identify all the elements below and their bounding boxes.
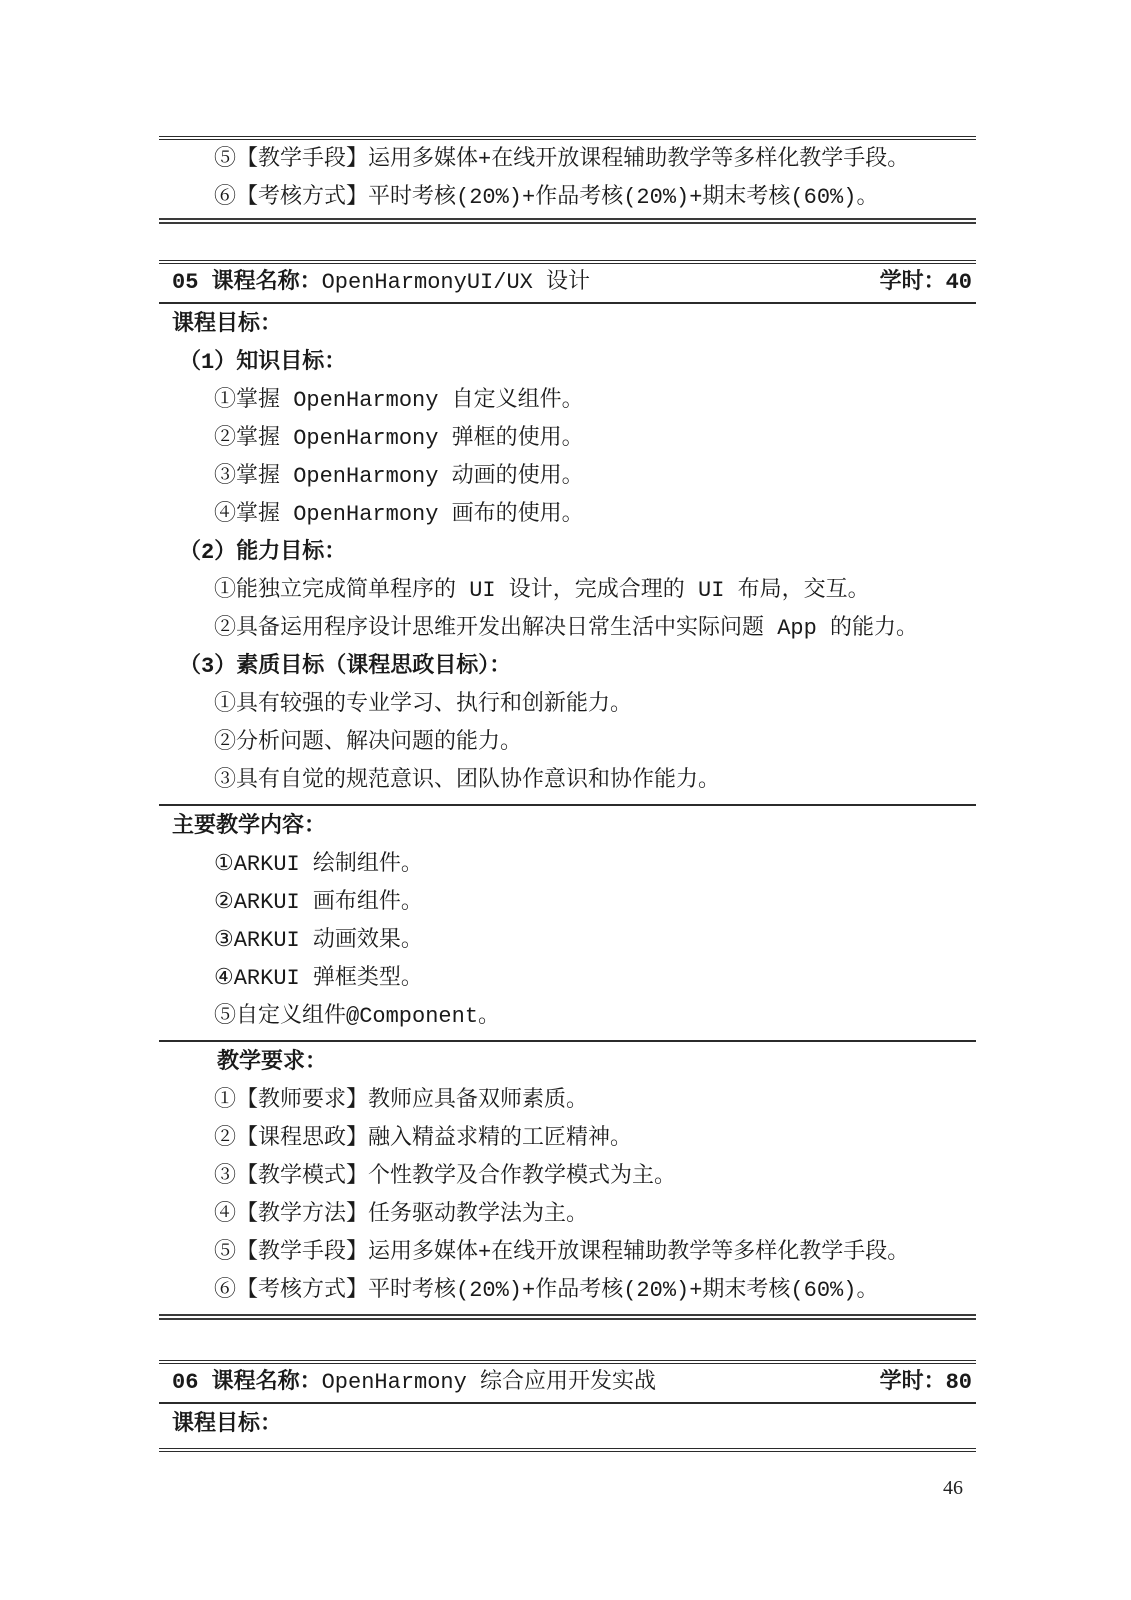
course-06-hours: 学时：80 [879, 1370, 972, 1395]
content-item: ③ARKUI 动画效果。 [214, 928, 423, 953]
ability-goal-item: ②具备运用程序设计思维开发出解决日常生活中实际问题 App 的能力。 [214, 616, 919, 641]
requirement-item: ⑤【教学手段】运用多媒体+在线开放课程辅助教学等多样化教学手段。 [214, 1240, 910, 1265]
course-06-title-value: OpenHarmony 综合应用开发实战 [321, 1370, 657, 1395]
ability-goals-heading: （2）能力目标： [179, 540, 347, 565]
table-course-05 [159, 260, 976, 1320]
requirements-heading: 教学要求： [217, 1050, 328, 1075]
quality-goal-item: ①具有较强的专业学习、执行和创新能力。 [214, 692, 633, 717]
course-05-title-label: 05 课程名称： [172, 270, 322, 295]
course-05-main-content [159, 806, 976, 1040]
document-content [159, 0, 976, 1452]
knowledge-goal-item: ④掌握 OpenHarmony 画布的使用。 [214, 502, 584, 527]
course-06-title [172, 1364, 656, 1402]
course-06-title-label: 06 课程名称： [172, 1370, 322, 1395]
requirement-item: ⑥【考核方式】平时考核(20%)+作品考核(20%)+期末考核(60%)。 [214, 1278, 879, 1303]
content-item: ②ARKUI 画布组件。 [214, 890, 423, 915]
content-item: ①ARKUI 绘制组件。 [214, 852, 423, 877]
course-06-objectives [159, 1404, 976, 1448]
quality-goals-heading: （3）素质目标（课程思政目标）： [179, 654, 512, 679]
knowledge-goals-heading: （1）知识目标： [179, 350, 347, 375]
objectives-heading: 课程目标： [172, 1412, 283, 1437]
objectives-heading: 课程目标： [172, 312, 283, 337]
table-course-06 [159, 1360, 976, 1452]
course-05-title [172, 264, 590, 302]
requirement-item: ②【课程思政】融入精益求精的工匠精神。 [214, 1126, 633, 1151]
course-06-header [159, 1364, 976, 1402]
requirement-item: ④【教学方法】任务驱动教学法为主。 [214, 1202, 589, 1227]
knowledge-goal-item: ③掌握 OpenHarmony 动画的使用。 [214, 464, 584, 489]
course-05-header [159, 264, 976, 302]
page-number: 46 [943, 1477, 963, 1499]
requirement-item: ①【教师要求】教师应具备双师素质。 [214, 1088, 589, 1113]
course-05-hours: 学时：40 [879, 270, 972, 295]
content-item: ⑤自定义组件@Component。 [214, 1004, 501, 1029]
assessment-item: ⑥【考核方式】平时考核(20%)+作品考核(20%)+期末考核(60%)。 [214, 185, 879, 210]
quality-goal-item: ③具有自觉的规范意识、团队协作意识和协作能力。 [214, 768, 721, 793]
course-05-title-value: OpenHarmonyUI/UX 设计 [321, 270, 591, 295]
course-05-requirements [159, 1042, 976, 1314]
course-05-objectives [159, 304, 976, 804]
main-content-heading: 主要教学内容： [172, 814, 327, 839]
quality-goal-item: ②分析问题、解决问题的能力。 [214, 730, 523, 755]
teaching-means-item: ⑤【教学手段】运用多媒体+在线开放课程辅助教学等多样化教学手段。 [214, 147, 910, 172]
knowledge-goal-item: ①掌握 OpenHarmony 自定义组件。 [214, 388, 584, 413]
ability-goal-item: ①能独立完成简单程序的 UI 设计，完成合理的 UI 布局，交互。 [214, 578, 870, 603]
table-fragment-previous-course [159, 136, 976, 224]
requirement-item: ③【教学模式】个性教学及合作教学模式为主。 [214, 1164, 677, 1189]
content-item: ④ARKUI 弹框类型。 [214, 966, 423, 991]
knowledge-goal-item: ②掌握 OpenHarmony 弹框的使用。 [214, 426, 584, 451]
